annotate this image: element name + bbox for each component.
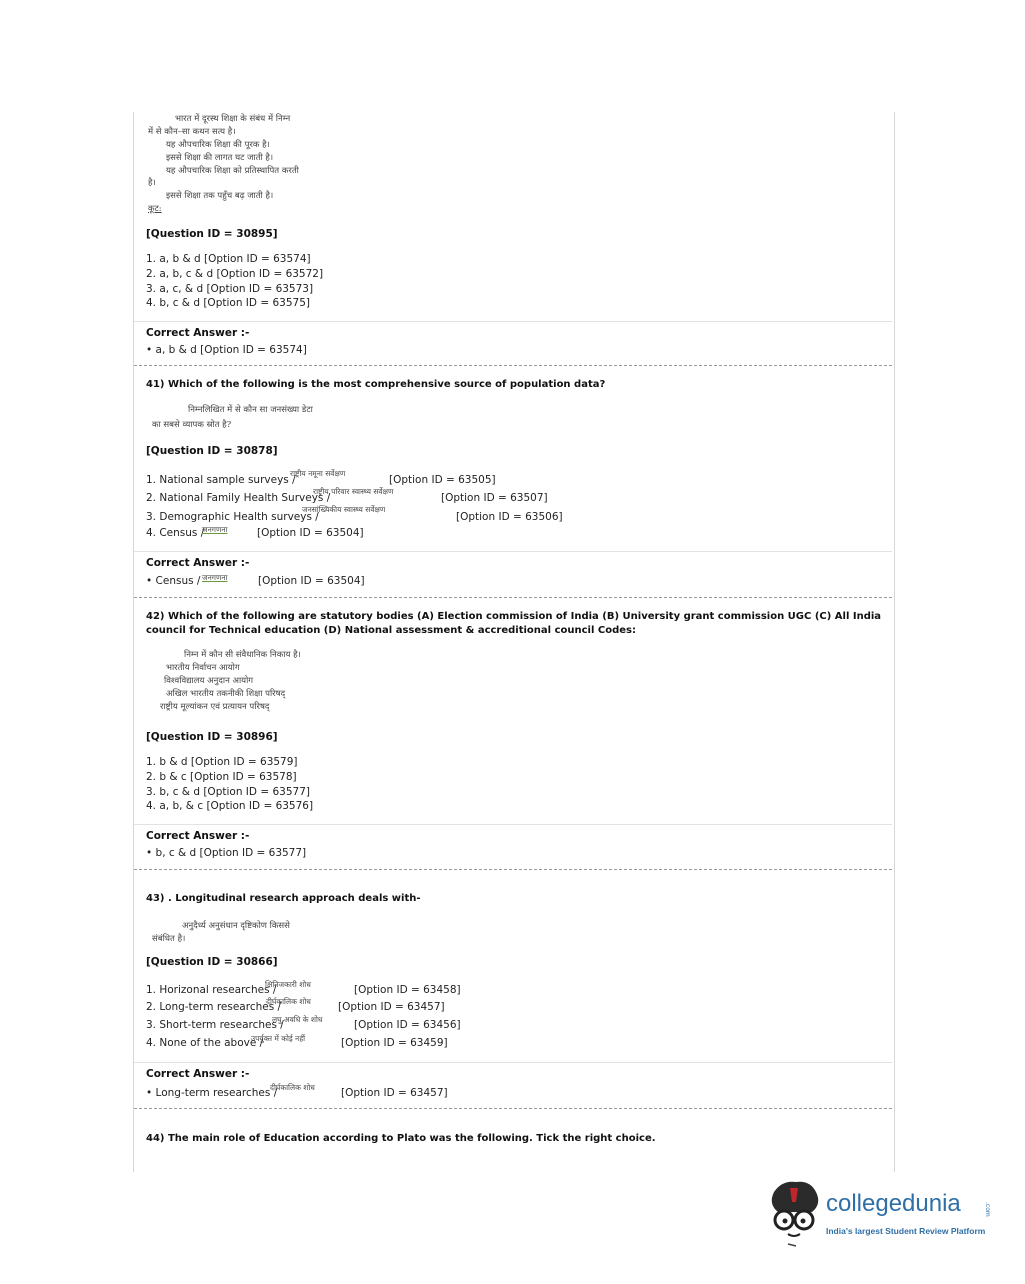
option <box>146 527 204 539</box>
option: 2. a, b, c & d [Option ID = 63572] <box>146 268 324 280</box>
hindi-annotation: क्षितिजकारी शोध <box>265 980 311 989</box>
collegedunia-logo[interactable] <box>766 1178 996 1248</box>
hindi-line: निम्न में कौन सी संवैधानिक निकाय है। <box>184 650 301 660</box>
option: 4. a, b, & c [Option ID = 63576] <box>146 800 314 812</box>
option-text: 3. Demographic Health surveys / <box>146 511 319 523</box>
hindi-annotation: राष्ट्रीय परिवार स्वास्थ्य सर्वेक्षण <box>313 487 394 496</box>
correct-answer-text: Long-term researches / <box>155 1087 278 1099</box>
option-id: [Option ID = 63459] <box>341 1037 448 1049</box>
question-separator <box>134 1108 892 1109</box>
option-id: [Option ID = 63505] <box>389 474 496 486</box>
correct-answer: • Long-term researches / <box>146 1087 278 1099</box>
option <box>146 511 319 523</box>
option: 3. b, c & d [Option ID = 63577] <box>146 786 310 798</box>
option-text: 2. Long-term researches / <box>146 1001 282 1013</box>
correct-answer-label: Correct Answer :- <box>146 830 250 842</box>
option-text: 1. National sample surveys / <box>146 474 296 486</box>
option <box>146 492 330 504</box>
correct-answer: • Census / <box>146 575 201 587</box>
correct-answer-text: Census / <box>155 575 201 587</box>
question-text: 42) Which of the following are statutory bodies (A) Election commission of India (B) University grant commission UGC (C) All India <box>146 611 882 622</box>
hindi-annotation: राष्ट्रीय नमूना सर्वेक्षण <box>290 469 346 478</box>
hindi-annotation: जनगणना <box>202 525 228 534</box>
option-id: [Option ID = 63458] <box>354 984 461 996</box>
hindi-line: अनुदैर्ध्य अनुसंधान दृष्टिकोण किससे <box>182 921 290 931</box>
option-id: [Option ID = 63457] <box>341 1087 448 1099</box>
question-id: [Question ID = 30896] <box>146 731 278 743</box>
divider <box>134 1062 892 1063</box>
option-id: [Option ID = 63457] <box>338 1001 445 1013</box>
option: 4. b, c & d [Option ID = 63575] <box>146 297 310 309</box>
divider <box>134 824 892 825</box>
question-separator <box>134 597 892 598</box>
correct-answer-text: b, c & d [Option ID = 63577] <box>155 847 307 859</box>
question-text: council for Technical education (D) National assessment & accreditional council Codes: <box>146 625 636 636</box>
hindi-line: भारतीय निर्वाचन आयोग <box>166 663 240 673</box>
question-text: 44) The main role of Education according to Plato was the following. Tick the right choice. <box>146 1133 656 1144</box>
correct-answer-label: Correct Answer :- <box>146 1068 250 1080</box>
option-id: [Option ID = 63456] <box>354 1019 461 1031</box>
hindi-annotation: जनगणना <box>202 573 228 582</box>
option-text: 4. Census / <box>146 527 205 539</box>
question-text: 41) Which of the following is the most comprehensive source of population data? <box>146 379 606 390</box>
hindi-line: यह औपचारिक शिक्षा को प्रतिस्थापित करती <box>166 166 299 176</box>
option-id: [Option ID = 63504] <box>258 575 365 587</box>
correct-answer-label: Correct Answer :- <box>146 557 250 569</box>
hindi-annotation: उपर्युक्त में कोई नहीं <box>251 1034 306 1043</box>
hindi-line: इससे शिक्षा तक पहुँच बढ़ जाती है। <box>166 191 274 201</box>
hindi-line: अखिल भारतीय तकनीकी शिक्षा परिषद् <box>166 689 286 699</box>
option-text: 4. None of the above / <box>146 1037 264 1049</box>
divider <box>134 551 892 552</box>
hindi-annotation: दीर्घकालिक शोध <box>266 997 311 1006</box>
question-id: [Question ID = 30895] <box>146 228 278 240</box>
option <box>146 1037 263 1049</box>
hindi-line: संबंधित है। <box>152 934 186 944</box>
hindi-annotation: लघु अवधि के शोध <box>272 1015 323 1024</box>
option <box>146 1019 284 1031</box>
divider <box>134 321 892 322</box>
hindi-annotation: दीर्घकालिक शोध <box>270 1083 315 1092</box>
question-separator <box>134 365 892 366</box>
option: 2. b & c [Option ID = 63578] <box>146 771 297 783</box>
option-id: [Option ID = 63506] <box>456 511 563 523</box>
hindi-line: विश्वविद्यालय अनुदान आयोग <box>164 676 254 686</box>
hindi-line: यह औपचारिक शिक्षा की पूरक है। <box>166 140 270 150</box>
hindi-line: में से कौन–सा कथन सत्य है। <box>148 127 236 137</box>
option: 3. a, c, & d [Option ID = 63573] <box>146 283 314 295</box>
hindi-line: राष्ट्रीय मूल्यांकन एवं प्रत्यायन परिषद् <box>160 702 270 712</box>
correct-answer-text: a, b & d [Option ID = 63574] <box>155 344 307 356</box>
hindi-line: निम्नलिखित में से कौन सा जनसंख्या डेटा <box>188 405 313 415</box>
option: 1. a, b & d [Option ID = 63574] <box>146 253 311 265</box>
hindi-annotation: जनसांख्यिकीय स्वास्थ्य सर्वेक्षण <box>302 505 386 514</box>
brand-name: collegedunia <box>826 1190 961 1217</box>
correct-answer-label: Correct Answer :- <box>146 327 250 339</box>
hindi-line: इससे शिक्षा की लागत घट जाती है। <box>166 153 274 163</box>
correct-answer: • a, b & d [Option ID = 63574] <box>146 344 307 356</box>
correct-answer: • b, c & d [Option ID = 63577] <box>146 847 307 859</box>
question-separator <box>134 869 892 870</box>
option <box>146 474 296 486</box>
question-id: [Question ID = 30866] <box>146 956 278 968</box>
option <box>146 1001 281 1013</box>
brand-tagline: India's largest Student Review Platform <box>826 1226 986 1236</box>
question-id: [Question ID = 30878] <box>146 445 278 457</box>
question-text: 43) . Longitudinal research approach deals with- <box>146 893 421 904</box>
option-id: [Option ID = 63507] <box>441 492 548 504</box>
option-text: 3. Short-term researches / <box>146 1019 284 1031</box>
mascot-icon <box>766 1178 822 1248</box>
hindi-line: कूट: <box>148 204 162 214</box>
option-id: [Option ID = 63504] <box>257 527 364 539</box>
brand-domain: .com <box>984 1202 991 1217</box>
option-text: 1. Horizonal researches / <box>146 984 277 996</box>
option-text: 2. National Family Health Surveys / <box>146 492 331 504</box>
hindi-line: है। <box>148 178 156 188</box>
hindi-line: का सबसे व्यापक स्रोत है? <box>152 420 232 430</box>
option: 1. b & d [Option ID = 63579] <box>146 756 298 768</box>
option <box>146 984 276 996</box>
hindi-line: भारत में दूरस्थ शिक्षा के संबंध में निम्न <box>175 114 291 124</box>
